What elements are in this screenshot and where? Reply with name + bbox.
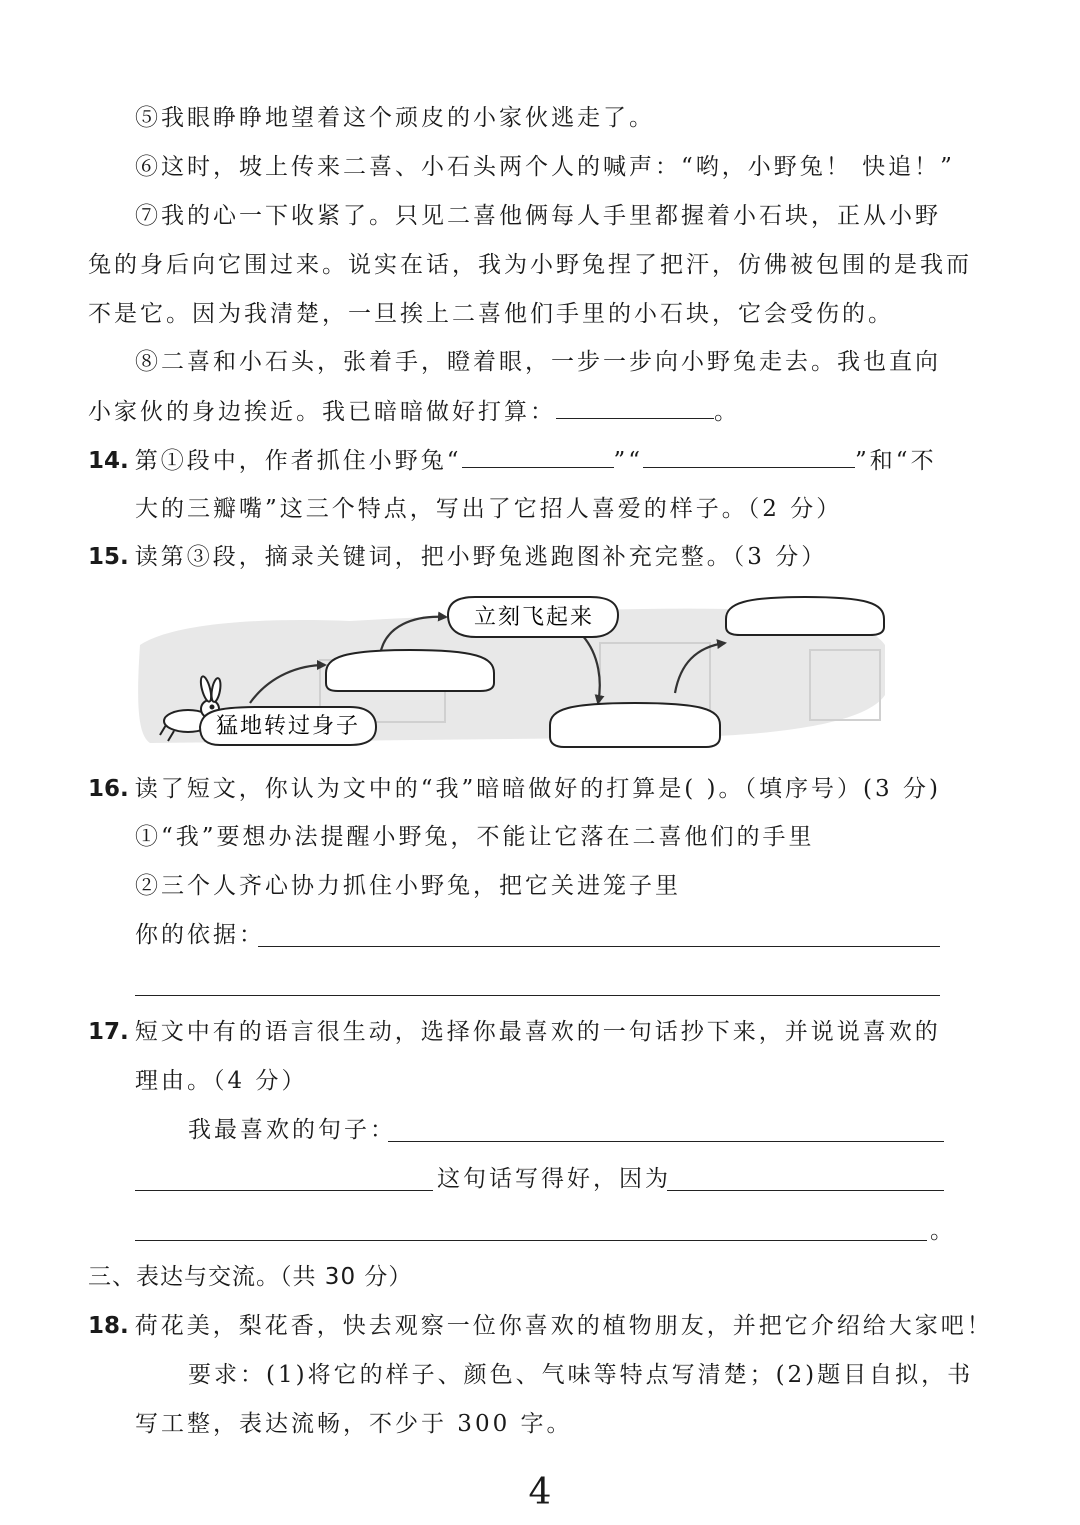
q17-sentence-answer-line-2[interactable] — [135, 1190, 433, 1191]
question-18-line-1 — [88, 1311, 993, 1341]
section-3-title: 三、表达与交流。（共 30 分） — [88, 1264, 413, 1290]
question-14-text-b: ”“ — [613, 448, 644, 474]
question-18-requirement-1: 要求：(1)将它的样子、颜色、气味等特点写清楚；(2)题目自拟，书 — [188, 1362, 974, 1388]
q16-basis-answer-line-2[interactable] — [135, 995, 940, 996]
q17-reason-answer-line-1[interactable] — [667, 1190, 944, 1191]
question-16-text: 读了短文，你认为文中的“我”暗暗做好的打算是( )。（填序号）(3 分) — [134, 776, 941, 802]
q17-reason-answer-line-2[interactable] — [135, 1240, 927, 1241]
flow-node-4[interactable] — [550, 703, 720, 747]
question-17-reason-label: 这句话写得好，因为 — [437, 1166, 671, 1192]
question-17-number: 17. — [88, 1019, 129, 1045]
passage-paragraph-6: ⑥这时，坡上传来二喜、小石头两个人的喊声：“哟，小野兔！ 快追！” — [135, 154, 955, 180]
passage-paragraph-8-text: 小家伙的身边挨近。我已暗暗做好打算： — [88, 399, 556, 425]
passage-paragraph-7-line-1: ⑦我的心一下收紧了。只见二喜他俩每人手里都握着小石块，正从小野 — [135, 203, 941, 229]
flow-node-1 — [200, 707, 376, 745]
passage-paragraph-8-end: 。 — [714, 399, 740, 425]
passage-paragraph-8-line-1: ⑧二喜和小石头，张着手，瞪着眼，一步一步向小野兔走去。我也直向 — [135, 349, 941, 375]
question-16-line — [88, 774, 941, 804]
question-16-number: 16. — [88, 776, 129, 802]
flow-node-3-label: 立刻飞起来 — [473, 605, 595, 630]
question-14-line-2: 大的三瓣嘴”这三个特点，写出了它招人喜爱的样子。（2 分） — [135, 496, 843, 522]
flow-node-3 — [448, 597, 618, 637]
q14-answer-blank-1[interactable] — [462, 445, 614, 468]
rabbit-escape-diagram — [130, 585, 890, 760]
question-14-text-c: ”和“不 — [855, 448, 937, 474]
question-14-text-a: 第①段中，作者抓住小野兔“ — [134, 448, 462, 474]
question-14-line-1 — [88, 445, 937, 476]
question-17-line-2: 理由。（4 分） — [135, 1068, 308, 1094]
question-17-end-mark: 。 — [930, 1218, 956, 1244]
question-17-sentence-label: 我最喜欢的句子： — [188, 1117, 396, 1143]
passage-paragraph-7-line-2: 兔的身后向它围过来。说实在话，我为小野兔捏了把汗，仿佛被包围的是我而 — [88, 252, 972, 278]
passage-paragraph-7-line-3: 不是它。因为我清楚，一旦挨上二喜他们手里的小石块，它会受伤的。 — [88, 301, 894, 327]
flow-node-1-label: 猛地转过身子 — [215, 714, 361, 739]
q16-basis-answer-line-1[interactable] — [258, 946, 940, 947]
question-15-text: 读第③段，摘录关键词，把小野兔逃跑图补充完整。（3 分） — [134, 544, 828, 570]
q14-answer-blank-2[interactable] — [643, 445, 855, 468]
question-16-option-2: ②三个人齐心协力抓住小野兔，把它关进笼子里 — [135, 873, 681, 899]
question-18-requirement-2: 写工整，表达流畅，不少于 300 字。 — [135, 1411, 573, 1437]
question-18-text: 荷花美，梨花香，快去观察一位你喜欢的植物朋友，并把它介绍给大家吧！ — [134, 1313, 993, 1339]
passage-paragraph-8-line-2 — [88, 396, 740, 427]
question-16-option-1: ①“我”要想办法提醒小野兔，不能让它落在二喜他们的手里 — [135, 824, 815, 850]
page-number: 4 — [528, 1472, 552, 1513]
plan-answer-blank[interactable] — [556, 396, 714, 419]
flow-node-2[interactable] — [326, 650, 494, 691]
question-18-number: 18. — [88, 1313, 129, 1339]
question-17-line-1 — [88, 1017, 941, 1047]
question-15-number: 15. — [88, 544, 129, 570]
passage-paragraph-5: ⑤我眼睁睁地望着这个顽皮的小家伙逃走了。 — [135, 105, 655, 131]
question-15-line — [88, 542, 827, 572]
q17-sentence-answer-line[interactable] — [388, 1141, 944, 1142]
question-16-basis-label: 你的依据： — [135, 922, 265, 948]
question-14-number: 14. — [88, 448, 129, 474]
flow-node-5[interactable] — [726, 597, 884, 635]
question-17-text: 短文中有的语言很生动，选择你最喜欢的一句话抄下来，并说说喜欢的 — [134, 1019, 941, 1045]
